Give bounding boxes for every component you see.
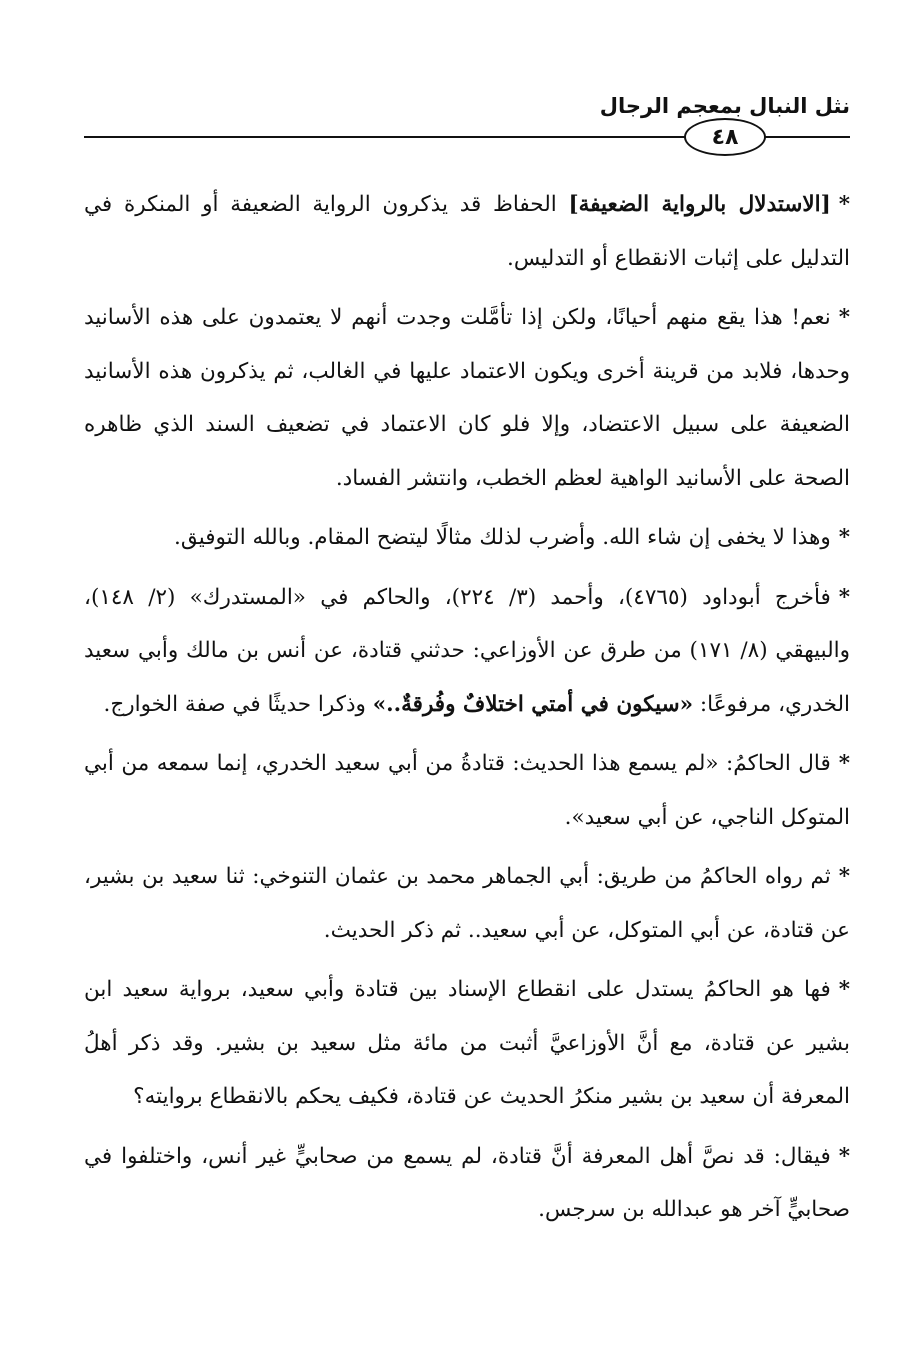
paragraph-6 — [84, 850, 850, 957]
section-heading: [الاستدلال بالرواية الضعيفة] — [568, 192, 831, 217]
page-header — [84, 88, 850, 158]
paragraph-text: ثم رواه الحاكمُ من طريق: أبي الجماهر محمد بن عثمان التنوخي: ثنا سعيد بن بشير، عن قتادة، عن أبي المتوكل، عن أبي سعيد.. ثم ذكر الحديث. — [84, 864, 850, 943]
bullet-asterisk: * — [838, 864, 850, 889]
paragraph-2 — [84, 291, 850, 505]
paragraph-text: وهذا لا يخفى إن شاء الله. وأضرب لذلك مثالًا ليتضح المقام. وبالله التوفيق. — [174, 525, 831, 550]
bullet-asterisk: * — [838, 977, 850, 1002]
paragraph-text: فأخرج أبوداود (٤٧٦٥)، وأحمد (٣/ ٢٢٤)، والحاكم في «المستدرك» (٢/ ١٤٨)، والبيهقي (٨/ ١٧١) من طرق عن الأوزاعي: حدثني قتادة، عن أنس بن مالك وأبي سعيد الخدري، مرفوعًا: — [84, 584, 851, 717]
paragraph-text: وذكرا حديثًا في صفة الخوارج. — [103, 691, 373, 717]
paragraph-text: نعم! هذا يقع منهم أحيانًا، ولكن إذا تأمَّلت وجدت أنهم لا يعتمدون على هذه الأسانيد وحدها، فلابد من قرينة أخرى ويكون الاعتماد عليها في الغالب، ثم يذكرون هذه الأسانيد الضعيفة على سبيل الاعتضاد، وإلا فلو كان الاعتماد في تضعيف السند الذي ظاهره الصحة على الأسانيد الواهية لعظم الخطب، وانتشر الفساد. — [84, 305, 850, 491]
paragraph-4 — [84, 571, 850, 732]
bullet-asterisk: * — [838, 1143, 850, 1169]
paragraph-7 — [84, 963, 850, 1124]
bullet-asterisk: * — [838, 525, 850, 550]
body-text — [84, 178, 850, 1243]
paragraph-text: قال الحاكمُ: «لم يسمع هذا الحديث: قتادةُ من أبي سعيد الخدري، إنما سمعه من أبي المتوكل الناجي، عن أبي سعيد». — [84, 751, 850, 830]
paragraph-8 — [84, 1130, 850, 1237]
paragraph-5 — [84, 737, 850, 844]
paragraph-text: الحفاظ قد يذكرون الرواية الضعيفة أو المنكرة في التدليل على إثبات الانقطاع أو التدليس. — [84, 192, 850, 271]
bullet-asterisk: * — [838, 305, 850, 330]
running-title: نثل النبال بمعجم الرجال — [599, 94, 850, 118]
paragraph-3 — [84, 511, 850, 565]
paragraph-text: فيقال: قد نصَّ أهل المعرفة أنَّ قتادة، لم يسمع من صحابيٍّ غير أنس، واختلفوا في صحابيٍّ آخر هو عبدالله بن سرجس. — [84, 1143, 850, 1222]
paragraph-text: فها هو الحاكمُ يستدل على انقطاع الإسناد بين قتادة وأبي سعيد، برواية سعيد ابن بشير عن قتادة، مع أنَّ الأوزاعيَّ أثبت من مائة مثل سعيد بن بشير. وقد ذكر أهلُ المعرفة أن سعيد بن بشير منكرُ الحديث عن قتادة، فكيف يحكم بالانقطاع بروايته؟ — [84, 977, 850, 1109]
bullet-asterisk: * — [838, 584, 851, 610]
paragraph-1 — [84, 178, 850, 285]
page-number: ٤٨ — [684, 118, 766, 156]
hadith-quote: «سيكون في أمتي اختلافٌ وفُرقةٌ..» — [372, 691, 694, 717]
bullet-asterisk: * — [838, 751, 850, 776]
bullet-asterisk: * — [838, 192, 851, 217]
